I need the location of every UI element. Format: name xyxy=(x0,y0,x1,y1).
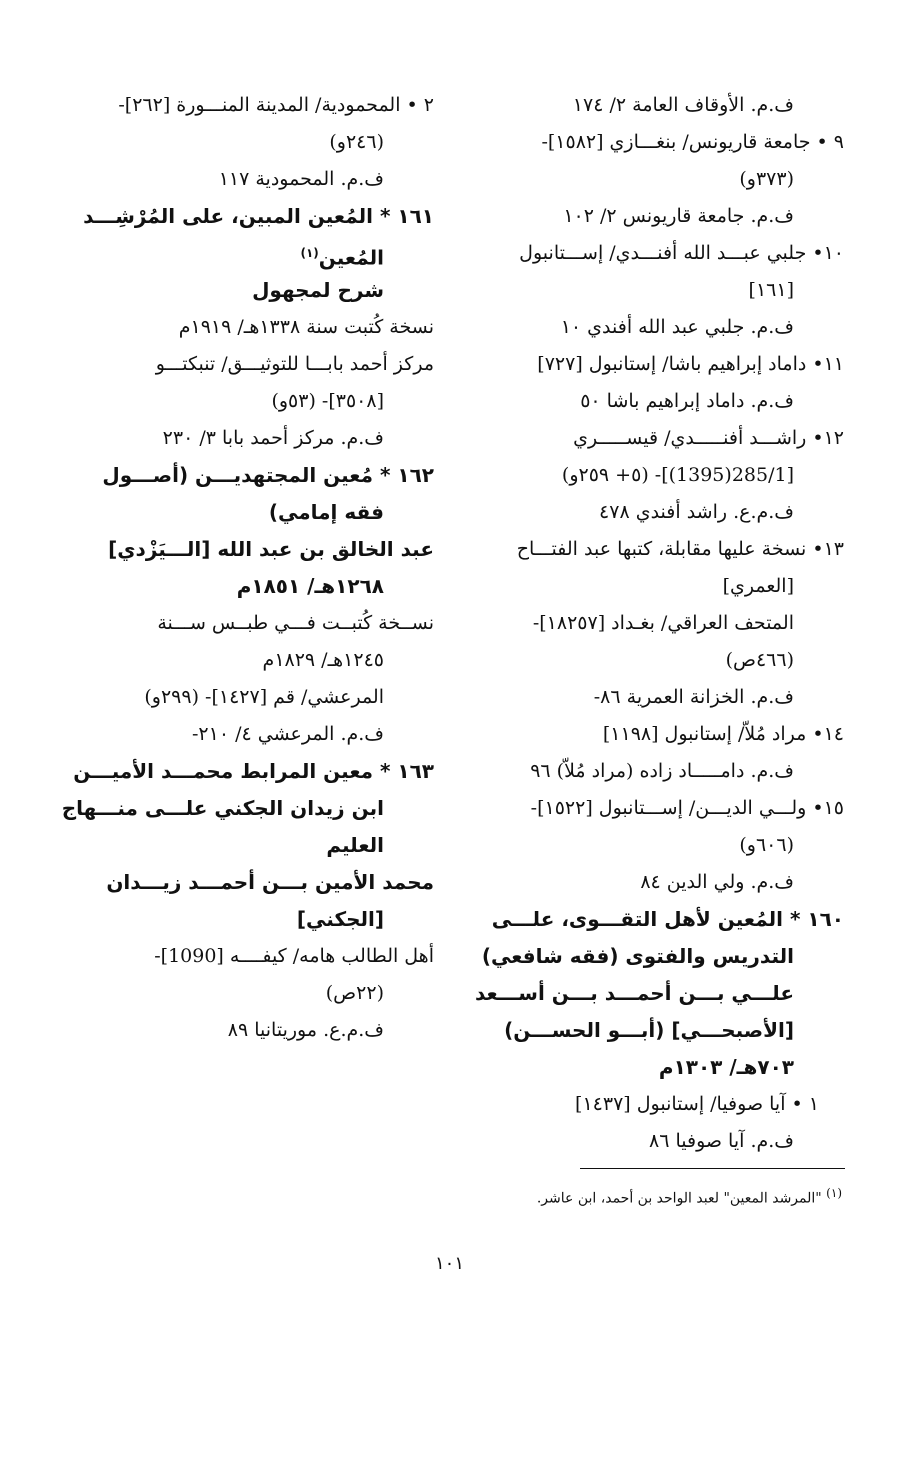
line-text: ٧٠٣هـ/ ١٣٠٣م xyxy=(658,1055,794,1079)
line-text: ف.م. المحمودية ١١٧ xyxy=(218,168,384,190)
line-text: (٦٠٦و) xyxy=(739,834,794,856)
line-text: (٤٦٦ص) xyxy=(725,649,794,671)
line-text: نســخة كُتبــت فـــي طبــس ســـنة xyxy=(157,612,434,634)
line-text: ف.م. المرعشي ٤/ ٢١٠- xyxy=(192,723,384,745)
text-line xyxy=(499,462,844,499)
text-line xyxy=(499,1091,844,1128)
text-line xyxy=(89,499,434,536)
text-line xyxy=(499,758,844,795)
footnote-marker: (١) xyxy=(826,1186,842,1200)
text-line xyxy=(89,906,434,943)
text-line xyxy=(499,314,844,351)
text-line xyxy=(89,943,434,980)
footnote-ref: (١) xyxy=(300,246,319,260)
text-line xyxy=(481,943,844,980)
line-text: ١٦٣ * معين المرابط محمـــد الأميـــن xyxy=(73,759,434,783)
text-line xyxy=(89,166,434,203)
text-line xyxy=(491,906,844,943)
line-text: (٣٧٣و) xyxy=(739,168,794,190)
line-text: [الجكني] xyxy=(296,907,384,931)
line-text: ف.م. الأوقاف العامة ٢/ ١٧٤ xyxy=(572,94,794,116)
text-line xyxy=(499,203,844,240)
text-line xyxy=(499,499,844,536)
line-text: ١٣• نسخة عليها مقابلة، كتبها عبد الفتـــاح xyxy=(516,538,844,560)
line-text: [العمري] xyxy=(722,575,794,597)
line-text: ف.م. الخزانة العمرية ٨٦- xyxy=(593,686,794,708)
text-line xyxy=(89,573,434,610)
line-text: ف.م. مركز أحمد بابا ٣/ ٢٣٠ xyxy=(162,427,384,449)
line-text: ١٢٤٥هـ/ ١٨٢٩م xyxy=(262,649,384,671)
text-line xyxy=(89,647,434,684)
text-line xyxy=(499,92,844,129)
text-line xyxy=(89,684,434,721)
text-line xyxy=(499,573,844,610)
line-text: ف.م. جامعة قاريونس ٢/ ١٠٢ xyxy=(563,205,794,227)
text-line xyxy=(89,536,434,573)
line-text: [الأصبحـــي] (أبـــو الحســـن) xyxy=(504,1018,794,1042)
footnote-text: "المرشد المعين" لعبد الواحد بن أحمد، ابن عاشر. xyxy=(536,1190,822,1207)
text-line xyxy=(499,832,844,869)
line-text: ١٥• ولـــي الديـــن/ إســـتانبول [١٥٢٢]- xyxy=(530,797,844,819)
text-line xyxy=(499,129,844,166)
line-text: ف.م. آيا صوفيا ٨٦ xyxy=(649,1130,794,1152)
text-line xyxy=(474,980,844,1017)
text-line xyxy=(499,721,844,758)
text-line xyxy=(499,647,844,684)
text-line xyxy=(89,980,434,1017)
line-text: ف.م.ع. موريتانيا ٨٩ xyxy=(227,1019,384,1041)
line-text: [١٦١] xyxy=(748,279,794,301)
text-line xyxy=(499,684,844,721)
line-text: أهل الطالب هامه/ كيفــــه [1090]- xyxy=(154,945,434,967)
text-line xyxy=(499,277,844,314)
text-line xyxy=(499,795,844,832)
text-line xyxy=(499,240,844,277)
text-line xyxy=(89,351,434,388)
text-line xyxy=(89,462,434,499)
text-line xyxy=(89,240,434,277)
text-line xyxy=(89,277,434,314)
line-text: ١٦١ * المُعين المبين، على المُرْشِـــد xyxy=(83,204,434,228)
text-line xyxy=(89,425,434,462)
line-text: محمد الأمين بـــن أحمـــد زيـــدان xyxy=(106,870,434,894)
line-text: ١٤• مراد مُلاّ/ إستانبول [١١٩٨] xyxy=(602,723,844,745)
line-text: فقه إمامي) xyxy=(268,500,384,524)
text-line xyxy=(499,1017,844,1054)
line-text: العليم xyxy=(326,833,384,857)
line-text: مركز أحمد بابـــا للتوثيـــق/ تنبكتـــو xyxy=(155,353,434,375)
line-text: ف.م. دامـــــاد زاده (مراد مُلاّ) ٩٦ xyxy=(530,760,794,782)
text-line xyxy=(89,721,434,758)
line-text: ١٢• راشـــد أفنـــــدي/ قيســـــري xyxy=(573,427,844,449)
left-column xyxy=(61,92,434,1054)
line-text: شرح لمجهول xyxy=(252,278,384,302)
line-text: ف.م. ولي الدين ٨٤ xyxy=(640,871,794,893)
text-line xyxy=(499,166,844,203)
line-text: التدريس والفتوى (فقه شافعي) xyxy=(481,944,794,968)
line-text: المتحف العراقي/ بغـداد [١٨٢٥٧]- xyxy=(532,612,794,634)
text-line xyxy=(499,388,844,425)
text-line xyxy=(61,795,434,832)
text-line xyxy=(73,758,434,795)
line-text: [٣٥٠٨]- (٥٣و) xyxy=(271,390,384,412)
line-text: المُعين xyxy=(318,245,384,270)
line-text: ١٢٦٨هـ/ ١٨٥١م xyxy=(236,574,384,598)
text-line xyxy=(89,832,434,869)
text-line xyxy=(499,351,844,388)
line-text: (٢٢ص) xyxy=(325,982,384,1004)
line-text: ١٦٠ * المُعين لأهل التقـــوى، علـــى xyxy=(491,907,844,931)
text-line xyxy=(499,610,844,647)
text-line xyxy=(89,129,434,166)
footnote xyxy=(442,1183,842,1209)
line-text: علـــي بـــن أحمـــد بـــن أســـعد xyxy=(474,981,794,1005)
line-text: ١ • آيا صوفيا/ إستانبول [١٤٣٧] xyxy=(575,1093,819,1115)
text-line xyxy=(499,869,844,906)
line-text: عبد الخالق بن عبد الله [الـــيَزْدي] xyxy=(108,537,434,561)
line-text: (٢٤٦و) xyxy=(329,131,384,153)
right-column xyxy=(474,92,844,1165)
text-line xyxy=(499,1128,844,1165)
line-text: ١٦٢ * مُعين المجتهديـــن (أصـــول xyxy=(102,463,434,487)
line-text: [285/1(1395)]- (٥+ ٢٥٩و) xyxy=(561,464,794,486)
text-line xyxy=(83,203,434,240)
text-line xyxy=(89,314,434,351)
line-text: المرعشي/ قم [١٤٢٧]- (٢٩٩و) xyxy=(144,686,384,708)
text-line xyxy=(499,536,844,573)
line-text: ف.م. جلبي عبد الله أفندي ١٠ xyxy=(560,316,794,338)
text-line xyxy=(89,388,434,425)
text-line xyxy=(89,1017,434,1054)
line-text: ابن زيدان الجكني علـــى منـــهاج xyxy=(61,796,384,820)
line-text: ٩ • جامعة قاريونس/ بنغـــازي [١٥٨٢]- xyxy=(541,131,844,153)
line-text: ٢ • المحمودية/ المدينة المنـــورة [٢٦٢]- xyxy=(118,94,434,116)
text-line xyxy=(499,425,844,462)
text-line xyxy=(89,869,434,906)
footnote-rule xyxy=(580,1168,845,1169)
page-number: ١٠١ xyxy=(434,1253,464,1274)
line-text: ف.م.ع. راشد أفندي ٤٧٨ xyxy=(599,501,794,523)
line-text: ١١• داماد إبراهيم باشا/ إستانبول [٧٢٧] xyxy=(537,353,844,375)
line-text: ف.م. داماد إبراهيم باشا ٥٠ xyxy=(580,390,794,412)
text-line xyxy=(89,92,434,129)
line-text: نسخة كُتبت سنة ١٣٣٨هـ/ ١٩١٩م xyxy=(178,316,434,338)
line-text: ١٠• جلبي عبـــد الله أفنـــدي/ إســـتانبول xyxy=(519,242,844,264)
text-line xyxy=(499,1054,844,1091)
text-line xyxy=(89,610,434,647)
